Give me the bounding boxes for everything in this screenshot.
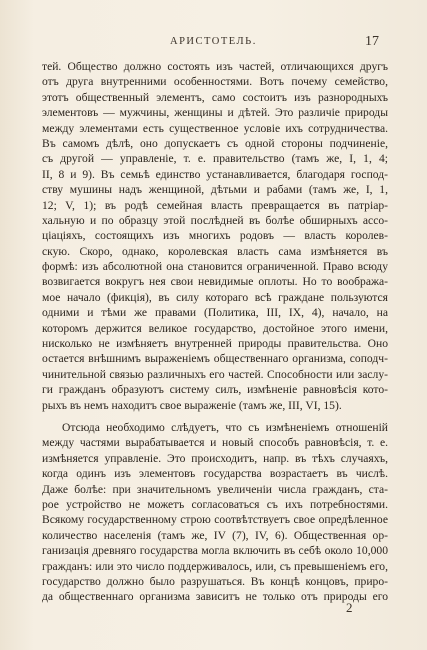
text-line: измѣняется управленіе. Это происходитъ, напр. въ тѣхъ случаяхъ, <box>42 451 388 465</box>
text-line: Въ самомъ дѣлѣ, оно допускаетъ съ одной стороны подчиненіе, <box>42 136 388 150</box>
text-line: да общественнаго организма зависитъ не только отъ природы его <box>42 590 388 604</box>
text-line: тей. Общество должно состоять изъ частей, отличающихся другъ <box>42 60 388 73</box>
running-head: АРИСТОТЕЛЬ. <box>170 36 257 47</box>
sheet-signature-mark: 2 <box>346 600 353 615</box>
text-line: одними и тѣми же правами (Политика, III, IX, 4), начало, на <box>42 306 388 320</box>
text-line: этотъ общественный элементъ, само состоитъ изъ разнородныхъ <box>42 90 388 104</box>
text-line: количество населенія (тамъ же, IV (7), IV, 6). Общественная ор- <box>42 528 388 542</box>
text-line: элементовъ — мужчины, женщины и дѣтей. Это различіе природы <box>42 106 388 120</box>
paragraph-1 <box>42 59 388 413</box>
body-text <box>42 59 388 605</box>
text-line: рое устройство не можетъ согласоваться съ ихъ потребностями. <box>42 497 388 511</box>
text-line: мое начало (фикція), въ силу котораго всѣ граждане пользуются <box>42 290 388 304</box>
text-line: скую. Скоро, однако, королевская власть сама измѣняется въ <box>42 244 388 258</box>
text-line: возвигается вокругъ нея свои невидимые оплоты. Но то вообража- <box>42 275 388 289</box>
text-line: II, 8 и 9). Въ семьѣ единство устанавливается, благодаря господ- <box>42 167 388 181</box>
text-line: Отсюда необходимо слѣдуетъ, что съ измѣненіемъ отношеній <box>62 420 388 434</box>
text-line: Всякому государственному строю соотвѣтствуетъ свое опредѣленное <box>42 513 388 527</box>
text-line: гражданъ: или это число поддерживалось, или, съ превышеніемъ его, <box>42 559 388 573</box>
text-line: формѣ: изъ абсолютной она становится ограниченной. Право всюду <box>42 260 388 274</box>
text-line: ціаціяхъ, состоящихъ изъ многихъ родовъ — власть королев- <box>42 229 388 243</box>
text-line: ганизація древняго государства могла включить въ себѣ около 10,000 <box>42 544 388 558</box>
page-number: 17 <box>365 34 379 49</box>
text-line: когда одинъ изъ элементовъ государства возрастаетъ въ числѣ. <box>42 467 388 481</box>
text-line: 12; V, 1); въ родѣ семейная власть превращается въ патріар- <box>42 198 388 212</box>
text-line: ги гражданъ образуютъ систему силъ, измѣненіе равновѣсія кото- <box>42 383 388 397</box>
text-line: рыхъ въ немъ находитъ свое выраженіе (тамъ же, III, VI, 15). <box>42 398 342 412</box>
text-line: съ другой — управленіе, т. е. правительство (тамъ же, I, 1, 4; <box>42 152 388 166</box>
text-line: нисколько не измѣняетъ внутренней природы правительства. Оно <box>42 337 388 351</box>
paragraph-2 <box>42 420 388 605</box>
text-line: остается внѣшнимъ выраженіемъ общественнаго организма, соподч- <box>42 352 388 366</box>
text-line: отъ друга внутренними особенностями. Вотъ почему семейство, <box>42 75 388 89</box>
text-line: государство должно было разрушаться. Въ концѣ концовъ, приро- <box>42 574 388 588</box>
text-line: между частями вырабатывается и новый способъ равновѣсія, т. е. <box>42 436 388 450</box>
text-line: которомъ держится великое государство, достойное этого имени, <box>42 321 388 335</box>
text-line: чинительной связью различныхъ его частей. Способности или заслу- <box>42 367 388 381</box>
text-line: Даже болѣе: при значительномъ увеличеніи числа гражданъ, ста- <box>42 482 388 496</box>
text-line: ству мушины надъ женщиной, дѣтьми и рабами (тамъ же, I, 1, <box>42 183 388 197</box>
text-line: хальную и по образцу этой послѣдней въ болѣе обширныхъ ассо- <box>42 213 388 227</box>
text-line: между элементами есть существенное условіе ихъ сотрудничества. <box>42 121 388 135</box>
